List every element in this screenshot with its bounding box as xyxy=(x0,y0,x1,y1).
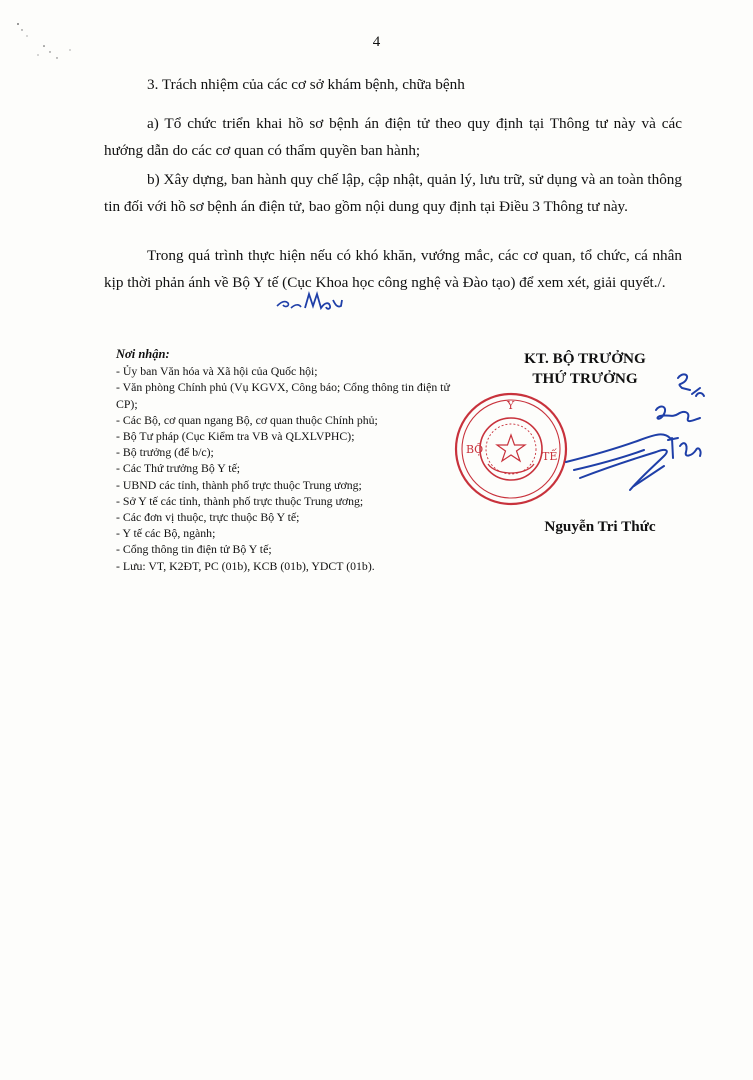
paragraph-b: b) Xây dựng, ban hành quy chế lập, cập nhật, quản lý, lưu trữ, sử dụng và an toàn thông tin đối với hồ sơ bệnh án điện tử, bao gồm nội dung quy định tại Điều 3 Thông tư này. xyxy=(104,171,682,215)
recipients-block xyxy=(116,346,456,574)
handwritten-signature xyxy=(560,366,710,501)
recipient-item: - Văn phòng Chính phủ (Vụ KGVX, Công báo; Cổng thông tin điện tử CP); xyxy=(116,380,450,411)
recipient-item: - UBND các tỉnh, thành phố trực thuộc Trung ương; xyxy=(116,477,362,492)
signer-title-line1: KT. BỘ TRƯỞNG xyxy=(524,350,646,367)
recipient-item: - Bộ trưởng (để b/c); xyxy=(116,445,214,460)
recipient-item: - Lưu: VT, K2ĐT, PC (01b), KCB (01b), YDCT (01b). xyxy=(116,558,375,573)
handwritten-initial xyxy=(275,286,345,314)
seal-text-left: BỘ xyxy=(466,443,484,456)
official-seal xyxy=(452,390,570,508)
closing-paragraph: Trong quá trình thực hiện nếu có khó khăn, vướng mắc, các cơ quan, tổ chức, cá nhân kịp thời phản ánh về Bộ Y tế (Cục Khoa học công nghệ và Đào tạo) để xem xét, giải quyết./. xyxy=(104,247,682,291)
recipient-item: - Các Bộ, cơ quan ngang Bộ, cơ quan thuộc Chính phủ; xyxy=(116,412,378,427)
recipients-title: Nơi nhận: xyxy=(116,347,170,361)
recipient-item: - Các đơn vị thuộc, trực thuộc Bộ Y tế; xyxy=(116,510,300,525)
recipient-item: - Các Thứ trưởng Bộ Y tế; xyxy=(116,461,241,476)
recipient-item: - Sở Y tế các tỉnh, thành phố trực thuộc Trung ương; xyxy=(116,493,364,508)
recipient-item: - Bộ Tư pháp (Cục Kiểm tra VB và QLXLVPHC); xyxy=(116,429,355,444)
seal-text-right: TẾ xyxy=(542,450,558,463)
item-3-heading: 3. Trách nhiệm của các cơ sở khám bệnh, chữa bệnh xyxy=(147,76,465,93)
signer-title-line2: THỨ TRƯỞNG xyxy=(532,370,638,387)
recipient-item: - Cổng thông tin điện tử Bộ Y tế; xyxy=(116,542,272,557)
recipient-item: - Ủy ban Văn hóa và Xã hội của Quốc hội; xyxy=(116,364,318,379)
page-number: 4 xyxy=(372,34,381,50)
paragraph-a: a) Tổ chức triển khai hồ sơ bệnh án điện tử theo quy định tại Thông tư này và các hướng dẫn do các cơ quan có thẩm quyền ban hành; xyxy=(104,115,682,159)
signer-block xyxy=(466,346,710,546)
recipient-item: - Y tế các Bộ, ngành; xyxy=(116,526,216,541)
signer-name: Nguyễn Tri Thức xyxy=(544,518,656,535)
recipients-list xyxy=(116,363,456,574)
seal-text-top: Y xyxy=(507,399,515,412)
